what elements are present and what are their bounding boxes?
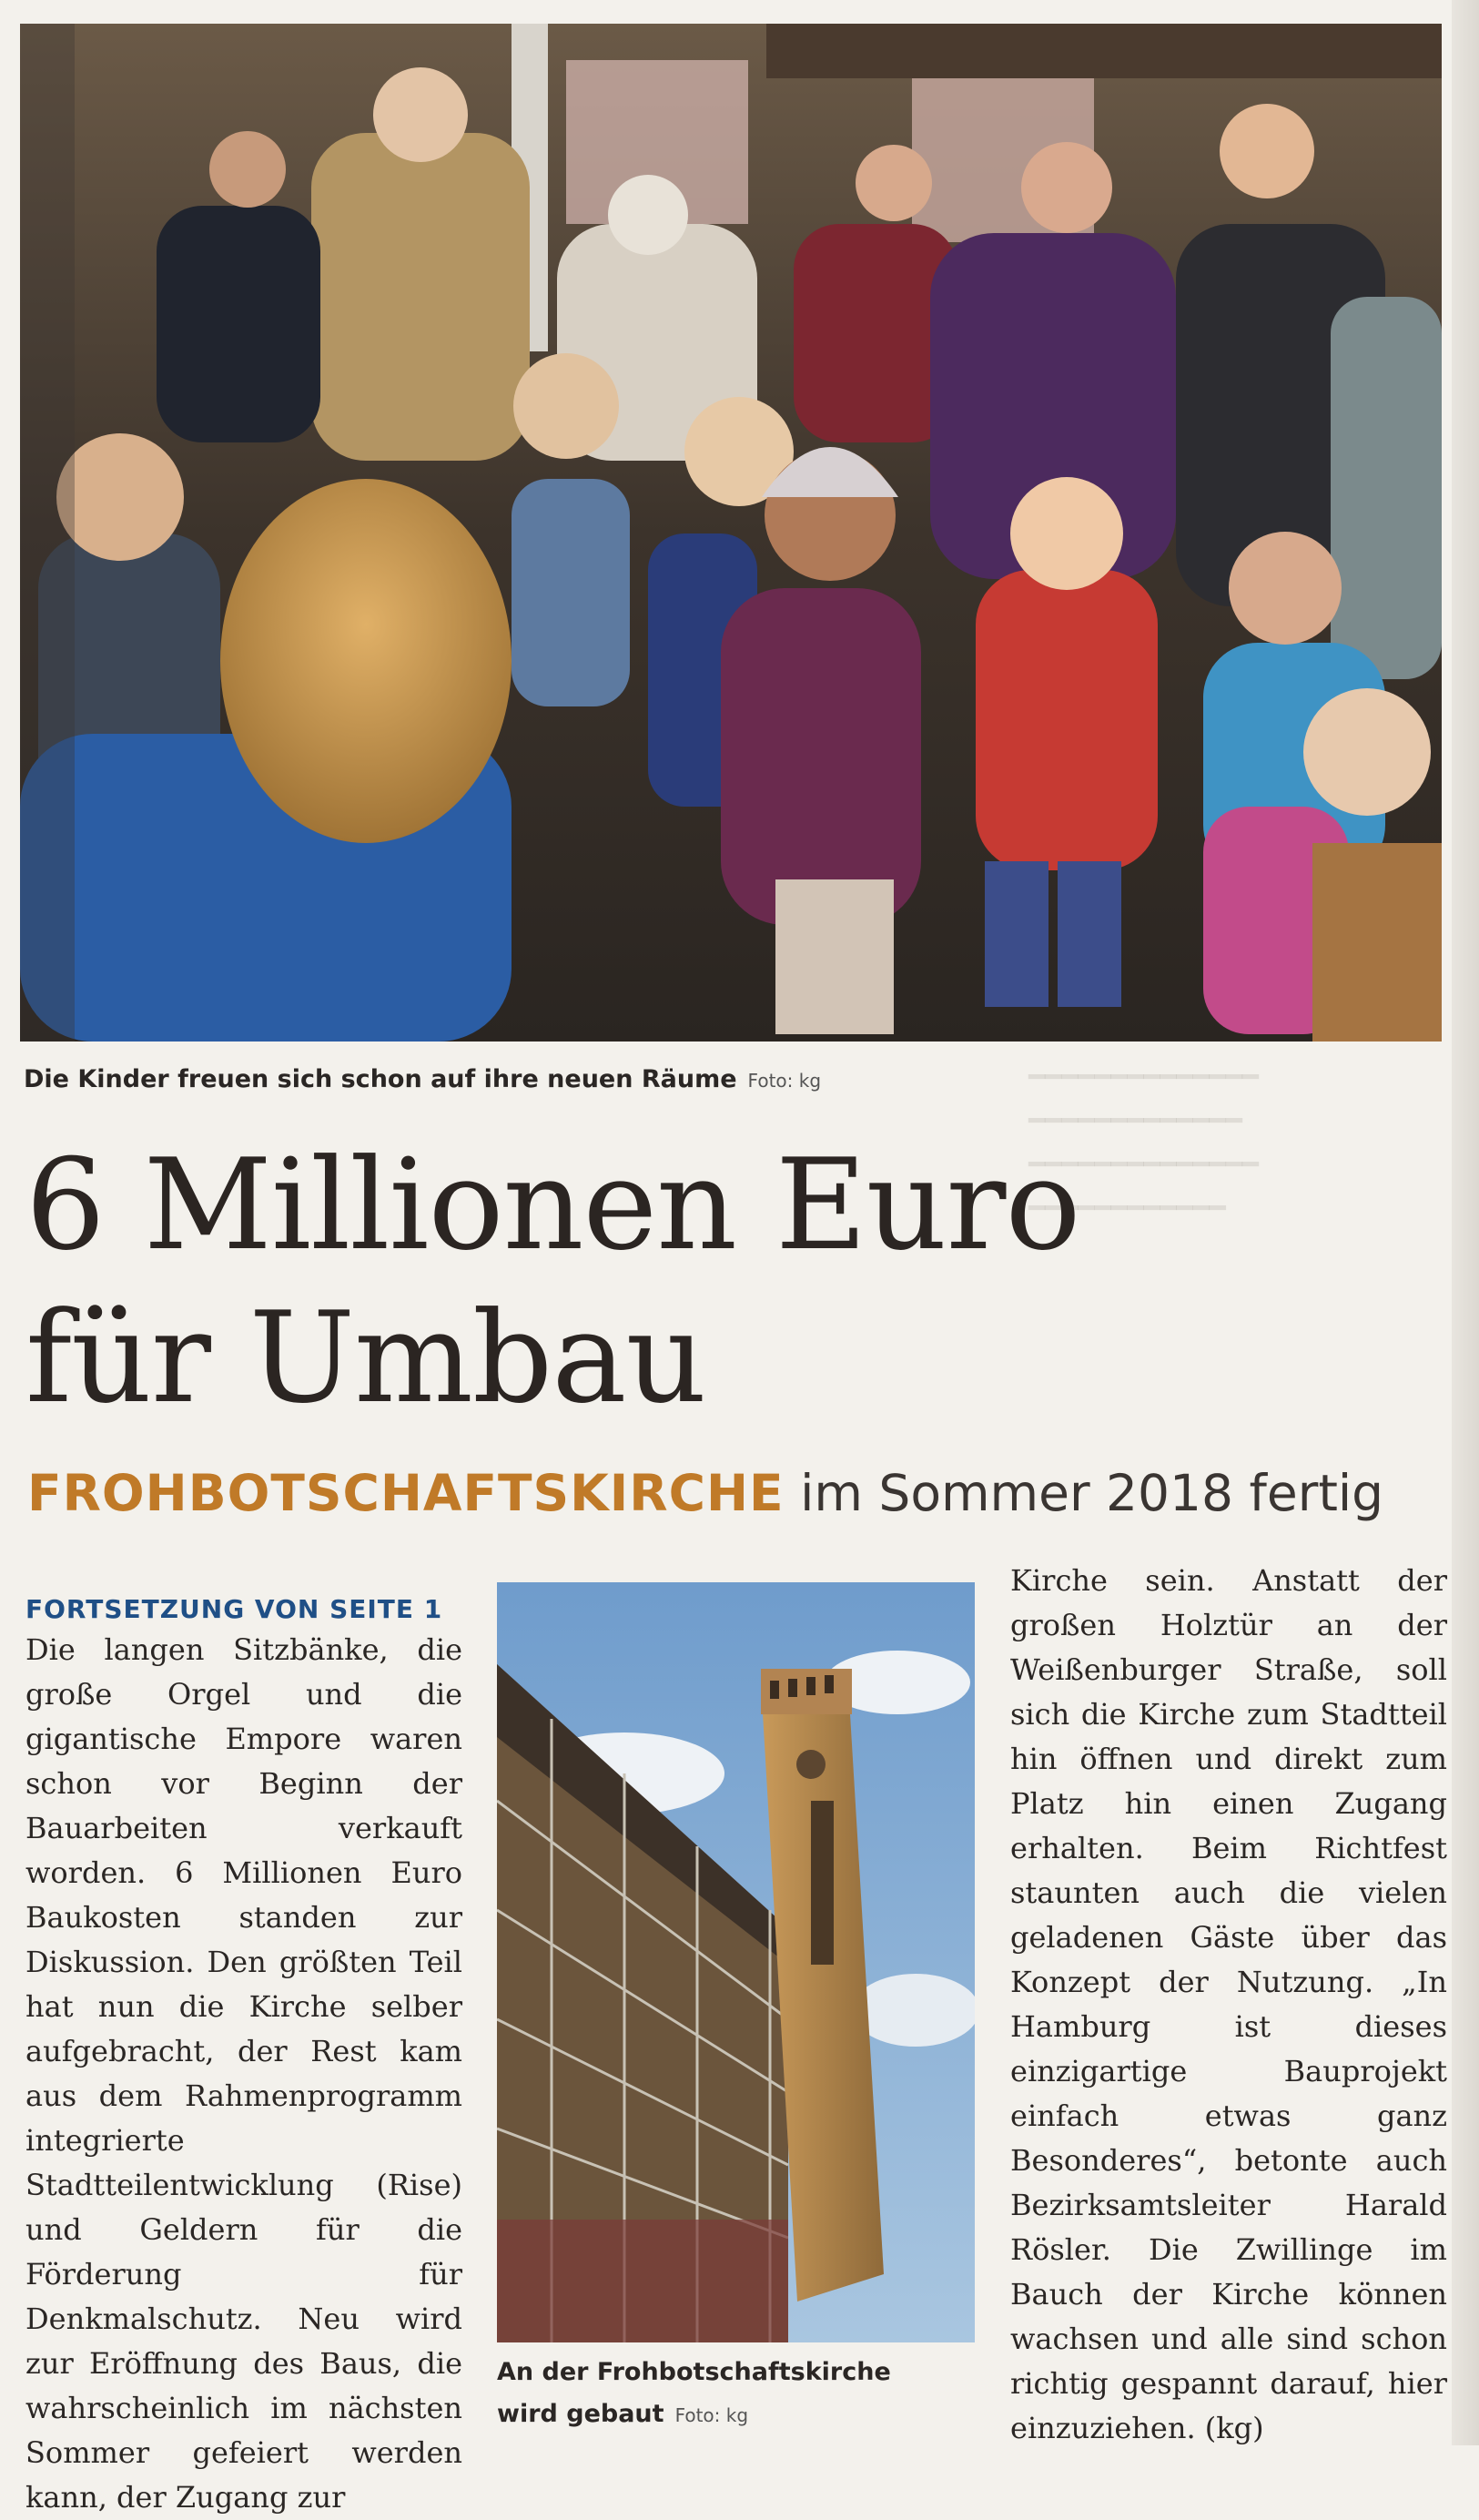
article-text-right: Kirche sein. Anstatt der großen Holztür an der Weißenburger Straße, soll sich die Kirche zum Stadtteil hin öffnen und direkt zum Platz hin einen Zugang erhalten. Beim Richtfest staunten auch die vielen geladenen Gäste über das Konzept der Nutzung. „In Hamburg ist dieses einzigartige Bauprojekt einfach etwas ganz Besonderes“, betonte auch Bezirksamtsleiter Harald Rösler. Die Zwillinge im Bauch der Kirche können wachsen und alle sind schon richtig gespannt darauf, hier einzuziehen. (kg)	[1010, 1563, 1447, 2445]
headline	[25, 1129, 1254, 1435]
top-photo-caption	[24, 1065, 821, 1093]
headline-line-2: für Umbau	[25, 1285, 706, 1431]
article-column-left	[25, 1591, 462, 2520]
church-photo	[497, 1582, 975, 2342]
church-photo-caption	[497, 2352, 891, 2436]
subheadline	[27, 1461, 1384, 1525]
top-photo-credit: Foto: kg	[747, 1070, 822, 1092]
children-photo	[20, 24, 1442, 1042]
article-column-right	[1010, 1559, 1447, 2451]
adjacent-page-edge	[1452, 0, 1479, 2445]
subheadline-rest: im Sommer 2018 fertig	[800, 1464, 1384, 1522]
headline-line-1: 6 Millionen Euro	[25, 1132, 1080, 1278]
continued-from-label: FORTSETZUNG VON SEITE 1	[25, 1594, 443, 1624]
church-caption-line-2: wird gebaut	[497, 2400, 664, 2428]
church-photo-credit: Foto: kg	[674, 2404, 749, 2426]
church-caption-line-1: An der Frohbotschaftskirche	[497, 2358, 891, 2386]
subheadline-kicker: FROHBOTSCHAFTSKIRCHE	[27, 1464, 785, 1522]
article-text-left: Die langen Sitzbänke, die große Orgel und die gigantische Empore waren schon vor Beginn der Bauarbeiten verkauft worden. 6 Millionen Euro Baukosten standen zur Diskussion. Den größten Teil hat nun die Kirche selber aufgebracht, der Rest kam aus dem Rahmenprogramm integrierte Stadtteilentwicklung (Rise) und Geldern für die Förderung für Denkmalschutz. Neu wird zur Eröffnung des Baus, die wahrscheinlich im nächsten Sommer gefeiert werden kann, der Zugang zur	[25, 1632, 462, 2515]
top-photo-caption-text: Die Kinder freuen sich schon auf ihre neuen Räume	[24, 1065, 737, 1093]
bleed-through-texture: ━━━━━━━━━━━━━━ ━━━━━━━━━━━━━ ━━━━━━━━━━━━━━ ━━━━━━━━━━━━	[1028, 1062, 1259, 1224]
